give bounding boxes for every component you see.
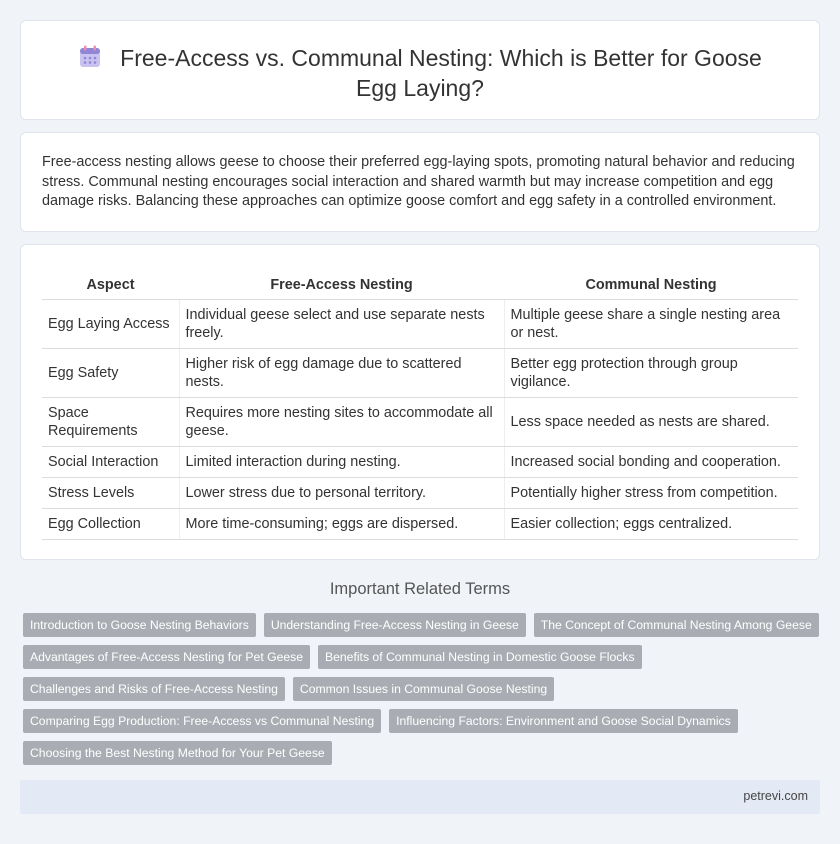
related-terms-list	[20, 613, 820, 765]
table-cell-communal: Potentially higher stress from competition.	[504, 477, 798, 508]
related-terms-heading: Important Related Terms	[329, 580, 511, 598]
related-term-tag[interactable]: Choosing the Best Nesting Method for Your Pet Geese	[23, 741, 332, 765]
comparison-table-card	[20, 244, 820, 560]
footer-site-link[interactable]: petrevi.com	[743, 789, 808, 803]
table-cell-aspect: Stress Levels	[42, 477, 179, 508]
intro-card	[20, 132, 820, 232]
table-cell-aspect: Space Requirements	[42, 397, 179, 446]
header-aspect: Aspect	[42, 271, 179, 299]
related-term-tag[interactable]: Advantages of Free-Access Nesting for Pet Geese	[23, 645, 310, 669]
table-row	[42, 348, 798, 397]
calendar-icon	[78, 45, 102, 69]
table-header-row	[42, 271, 798, 299]
related-term-tag[interactable]: The Concept of Communal Nesting Among Geese	[534, 613, 819, 637]
related-term-tag[interactable]: Understanding Free-Access Nesting in Geese	[264, 613, 526, 637]
table-row	[42, 299, 798, 348]
related-term-tag[interactable]: Common Issues in Communal Goose Nesting	[293, 677, 554, 701]
related-term-tag[interactable]: Challenges and Risks of Free-Access Nesting	[23, 677, 285, 701]
table-cell-free-access: Lower stress due to personal territory.	[179, 477, 504, 508]
table-cell-communal: Increased social bonding and cooperation.	[504, 446, 798, 477]
footer	[20, 780, 820, 814]
header-free-access: Free-Access Nesting	[179, 271, 504, 299]
table-cell-communal: Easier collection; eggs centralized.	[504, 508, 798, 539]
table-cell-aspect: Social Interaction	[42, 446, 179, 477]
related-term-tag[interactable]: Benefits of Communal Nesting in Domestic Goose Flocks	[318, 645, 642, 669]
related-term-tag[interactable]: Introduction to Goose Nesting Behaviors	[23, 613, 256, 637]
table-row	[42, 508, 798, 539]
table-cell-free-access: Limited interaction during nesting.	[179, 446, 504, 477]
table-row	[42, 477, 798, 508]
related-term-tag[interactable]: Influencing Factors: Environment and Goose Social Dynamics	[389, 709, 738, 733]
table-cell-free-access: Individual geese select and use separate nests freely.	[179, 299, 504, 348]
table-cell-free-access: Higher risk of egg damage due to scattered nests.	[179, 348, 504, 397]
table-row	[42, 446, 798, 477]
table-cell-communal: Less space needed as nests are shared.	[504, 397, 798, 446]
intro-paragraph: Free-access nesting allows geese to choose their preferred egg-laying spots, promoting natural behavior and reducing stress. Communal nesting encourages social interaction and shared warmth but may increase competition and egg damage risks. Balancing these approaches can optimize goose comfort and egg safety in a controlled environment.	[42, 154, 795, 209]
table-cell-aspect: Egg Collection	[42, 508, 179, 539]
header-card	[20, 20, 820, 120]
related-term-tag[interactable]: Comparing Egg Production: Free-Access vs Communal Nesting	[23, 709, 381, 733]
comparison-table	[42, 271, 798, 540]
table-cell-free-access: More time-consuming; eggs are dispersed.	[179, 508, 504, 539]
table-cell-aspect: Egg Safety	[42, 348, 179, 397]
table-row	[42, 397, 798, 446]
table-cell-communal: Multiple geese share a single nesting area or nest.	[504, 299, 798, 348]
table-cell-free-access: Requires more nesting sites to accommodate all geese.	[179, 397, 504, 446]
page-title: Free-Access vs. Communal Nesting: Which is Better for Goose Egg Laying?	[120, 45, 762, 101]
header-communal: Communal Nesting	[504, 271, 798, 299]
page-title-wrap	[61, 43, 779, 103]
table-cell-communal: Better egg protection through group vigilance.	[504, 348, 798, 397]
table-cell-aspect: Egg Laying Access	[42, 299, 179, 348]
